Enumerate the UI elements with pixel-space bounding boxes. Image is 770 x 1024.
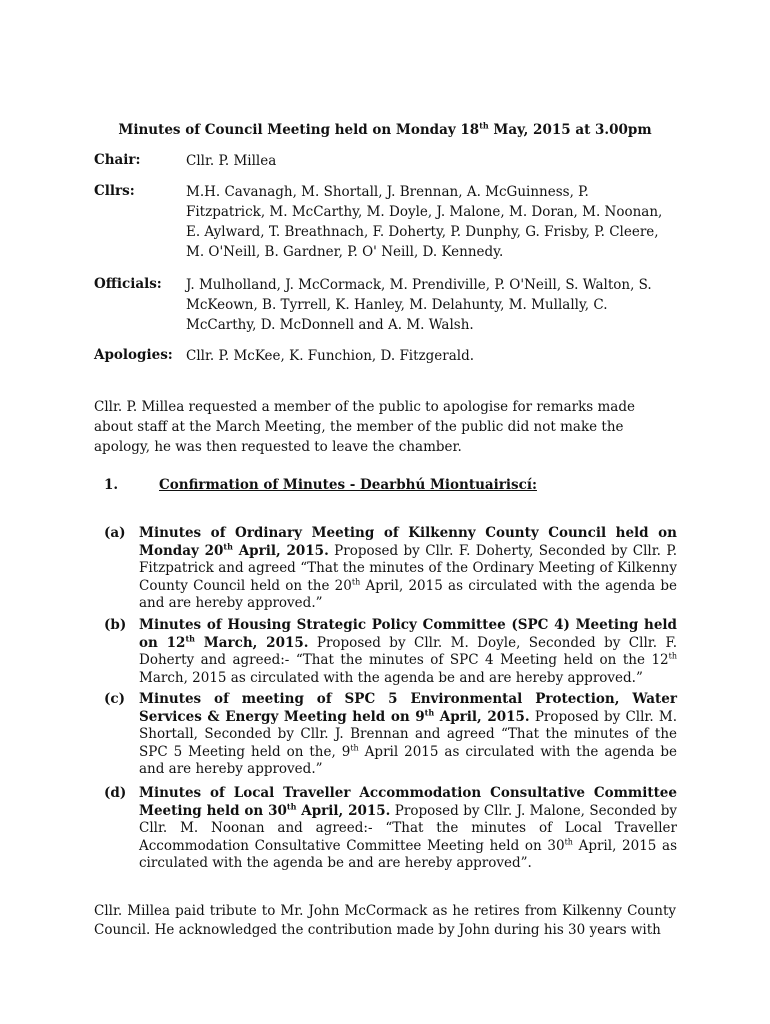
cllrs-label: Cllrs:	[94, 183, 135, 199]
apologies-label: Apologies:	[94, 347, 173, 363]
page-title: Minutes of Council Meeting held on Monday 18th May, 2015 at 3.00pm	[118, 120, 652, 138]
closing-paragraph: Cllr. Millea paid tribute to Mr. John McCormack as he retires from Kilkenny County Council. He acknowledged the contribution made by John during his 30 years with	[94, 903, 676, 938]
section-title: Confirmation of Minutes - Dearbhú Miontuairiscí:	[159, 477, 537, 493]
item-body: Minutes of Housing Strategic Policy Committee (SPC 4) Meeting held on 12th March, 2015. Proposed by Cllr. M. Doyle, Seconded by Cllr. F. Doherty and agreed:- “That the minutes of SPC 4 Meeting held on the 12th March, 2015 as circulated with the agenda be and are hereby approved.”	[139, 617, 678, 686]
chair-label: Chair:	[94, 152, 141, 168]
officials-value: J. Mulholland, J. McCormack, M. Prendiville, P. O'Neill, S. Walton, S. McKeown, B. Tyrrell, K. Hanley, M. Delahunty, M. Mullally, C. McCarthy, D. McDonnell and A. M. Walsh.	[186, 277, 652, 333]
chair-value: Cllr. P. Millea	[186, 153, 277, 169]
item-letter: (c)	[104, 691, 125, 707]
item-body: Minutes of Ordinary Meeting of Kilkenny County Council held on Monday 20th April, 2015. Proposed by Cllr. F. Doherty, Seconded by Cllr. P. Fitzpatrick and agreed “That the minutes of the Ordinary Meeting of Kilkenny County Council held on the 20th April, 2015 as circulated with the agenda be and are hereby approved.”	[139, 525, 677, 611]
item-letter: (d)	[104, 785, 127, 801]
item-body: Minutes of meeting of SPC 5 Environmental Protection, Water Services & Energy Meeting held on 9th April, 2015. Proposed by Cllr. M. Shortall, Seconded by Cllr. J. Brennan and agreed “That the minutes of the SPC 5 Meeting held on the, 9th April 2015 as circulated with the agenda be and are hereby approved.”	[139, 691, 677, 777]
item-body: Minutes of Local Traveller Accommodation Consultative Committee Meeting held on 30th April, 2015. Proposed by Cllr. J. Malone, Seconded by Cllr. M. Noonan and agreed:- “That the minutes of Local Traveller Accommodation Consultative Committee Meeting held on 30th April, 2015 as circulated with the agenda be and are hereby approved”.	[139, 785, 678, 871]
cllrs-value: M.H. Cavanagh, M. Shortall, J. Brennan, A. McGuinness, P. Fitzpatrick, M. McCarthy, M. Doyle, J. Malone, M. Doran, M. Noonan, E. Aylward, T. Breathnach, F. Doherty, P. Dunphy, G. Frisby, P. Cleere, M. O'Neill, B. Gardner, P. O' Neill, D. Kennedy.	[186, 184, 663, 260]
section-number: 1.	[104, 477, 119, 493]
item-letter: (b)	[104, 617, 127, 633]
intro-paragraph: Cllr. P. Millea requested a member of the public to apologise for remarks made about staff at the March Meeting, the member of the public did not make the apology, he was then requested to leave the chamber.	[94, 399, 635, 455]
apologies-value: Cllr. P. McKee, K. Funchion, D. Fitzgerald.	[186, 348, 475, 364]
item-letter: (a)	[104, 525, 126, 541]
officials-label: Officials:	[94, 276, 162, 292]
